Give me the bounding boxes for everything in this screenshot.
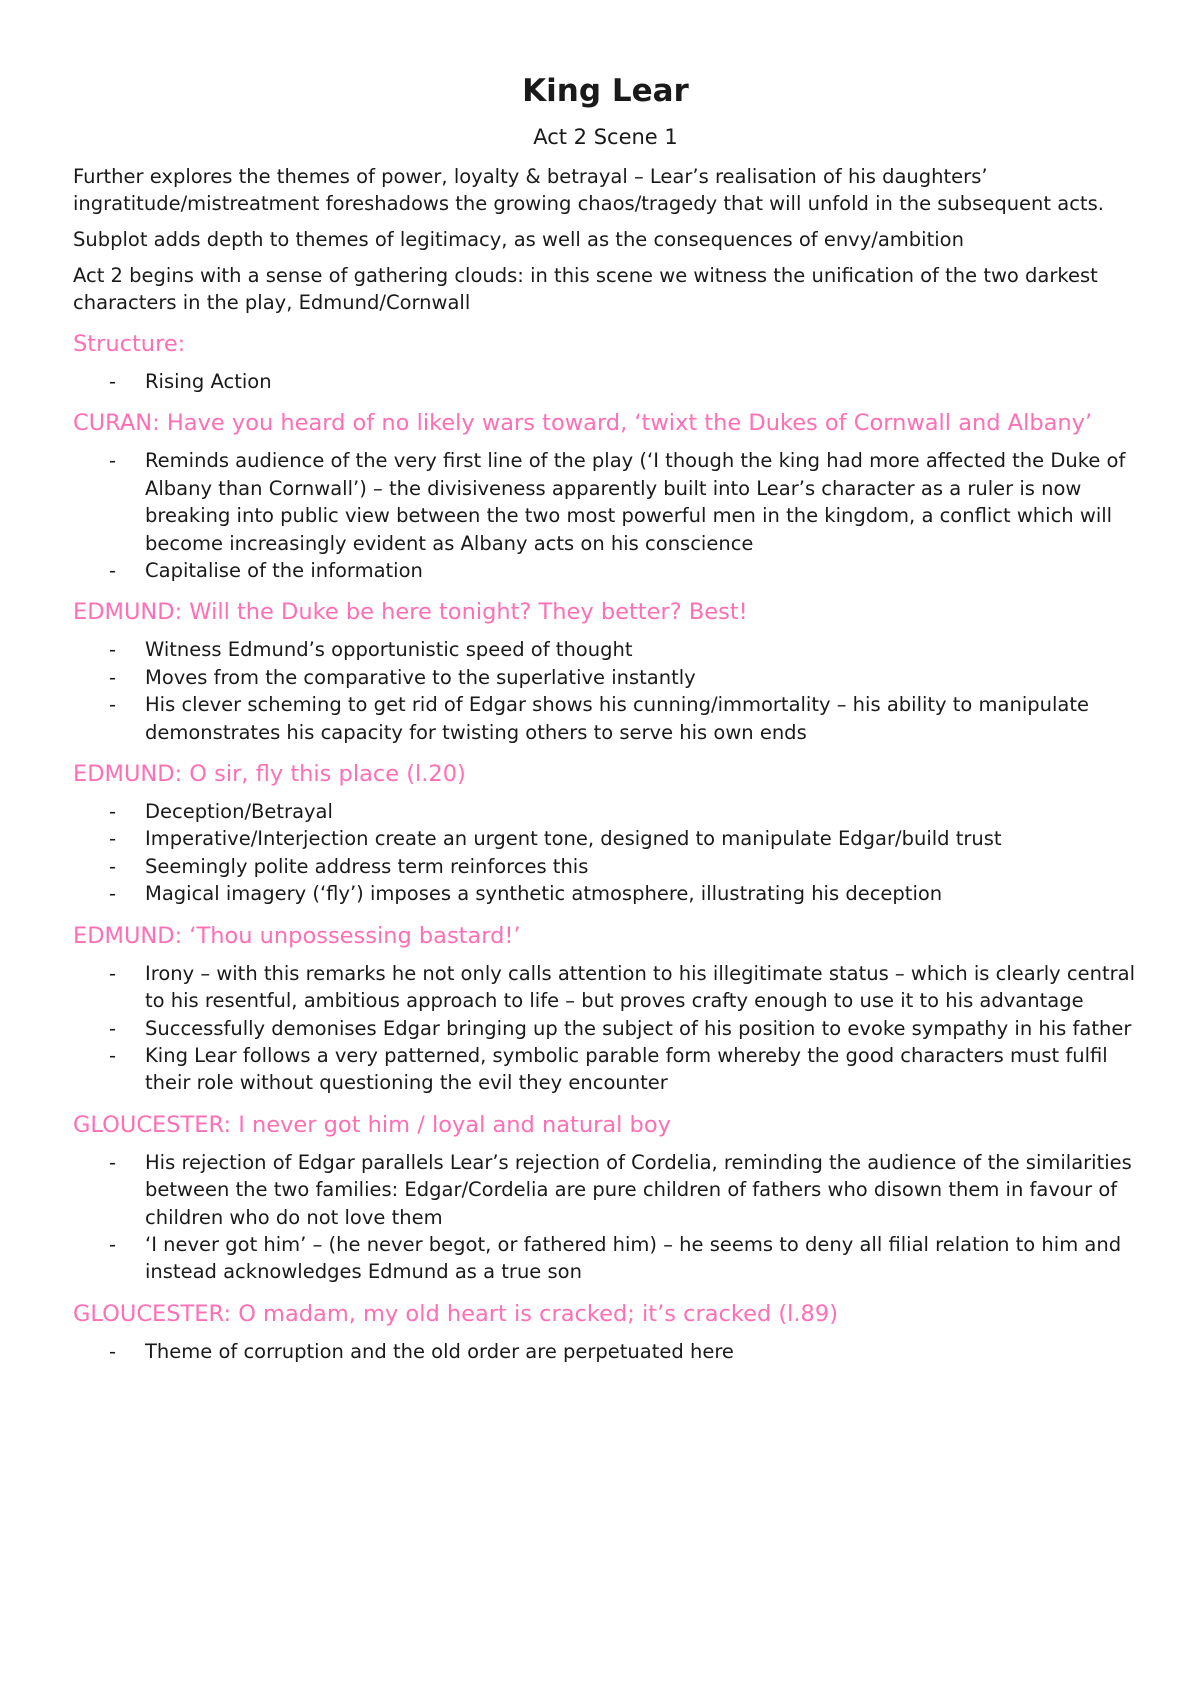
bullet-dash: - <box>109 693 117 717</box>
list-item: - Magical imagery (‘fly’) imposes a synthetic atmosphere, illustrating his deception <box>73 880 1138 907</box>
list-item: - Rising Action <box>73 368 1138 395</box>
bullet-dash: - <box>109 1043 117 1067</box>
list-item: - Deception/Betrayal <box>73 798 1138 825</box>
list-item: - Successfully demonises Edgar bringing up the subject of his position to evoke sympathy in his father <box>73 1015 1138 1042</box>
bullet-dash: - <box>109 1232 117 1256</box>
list-item: - King Lear follows a very patterned, symbolic parable form whereby the good characters must fulfil their role without questioning the evil they encounter <box>109 1043 1108 1095</box>
list-item: - Reminds audience of the very first line of the play (‘I though the king had more affected the Duke of Albany than Cornwall’) – the divisiveness apparently built into Lear’s character as a ruler is now breaking into public view between the two most powerful men in the kingdom, a conflict which will become increasingly evident as Albany acts on his conscience <box>109 449 1126 555</box>
list-item: - Capitalise of the information <box>73 557 1138 584</box>
bullet-list-gloucester-madam <box>73 1338 1138 1365</box>
list-item: - Seemingly polite address term reinforces this <box>73 853 1138 880</box>
bullet-dash: - <box>109 854 117 878</box>
list-item: - Imperative/Interjection create an urgent tone, designed to manipulate Edgar/build trust <box>73 825 1138 852</box>
section-heading-structure: Structure: <box>73 331 186 357</box>
section-heading-edmund-duke: EDMUND: Will the Duke be here tonight? They better? Best! <box>73 599 748 626</box>
bullet-list-edmund-bastard <box>73 960 1138 1097</box>
bullet-list-edmund-fly <box>73 798 1138 908</box>
section-heading-gloucester-got: GLOUCESTER: I never got him / loyal and natural boy <box>73 1111 671 1138</box>
list-item: - ‘I never got him’ – (he never begot, or fathered him) – he seems to deny all filial relation to him and instead acknowledges Edmund as a true son <box>109 1232 1122 1284</box>
bullet-dash: - <box>109 449 117 473</box>
intro-paragraph-1: Further explores the themes of power, loyalty & betrayal – Lear’s realisation of his daughters’ ingratitude/mistreatment foreshadows the growing chaos/tragedy that will unfold in the subsequent acts. <box>73 165 1104 215</box>
bullet-dash: - <box>109 559 117 583</box>
section-heading-gloucester-madam: GLOUCESTER: O madam, my old heart is cracked; it’s cracked (l.89) <box>73 1300 838 1327</box>
section-heading-curan: CURAN: Have you heard of no likely wars toward, ‘twixt the Dukes of Cornwall and Albany’ <box>73 410 1093 437</box>
section-heading-edmund-bastard: EDMUND: ‘Thou unpossessing bastard!’ <box>73 922 521 949</box>
bullet-dash: - <box>109 638 117 662</box>
intro-paragraph-2: Subplot adds depth to themes of legitimacy, as well as the consequences of envy/ambition <box>73 228 964 251</box>
bullet-dash: - <box>109 1339 117 1363</box>
list-item: - Witness Edmund’s opportunistic speed of thought <box>73 636 1138 663</box>
document-title: King Lear <box>522 73 689 109</box>
list-item: - His rejection of Edgar parallels Lear’s rejection of Cordelia, reminding the audience of the similarities between the two families: Edgar/Cordelia are pure children of fathers who disown them in favour of children who do not love them <box>109 1150 1132 1229</box>
intro-paragraph-3: Act 2 begins with a sense of gathering clouds: in this scene we witness the unification of the two darkest characters in the play, Edmund/Cornwall <box>73 264 1098 314</box>
bullet-dash: - <box>109 800 117 824</box>
bullet-dash: - <box>109 1150 117 1174</box>
bullet-dash: - <box>109 961 117 985</box>
bullet-list-edmund-duke <box>73 636 1138 746</box>
bullet-dash: - <box>109 827 117 851</box>
bullet-list-gloucester-got <box>73 1149 1138 1286</box>
bullet-list-structure <box>73 368 1138 395</box>
document-page <box>73 70 1138 1365</box>
bullet-list-curan <box>73 447 1138 584</box>
document-subtitle: Act 2 Scene 1 <box>533 125 678 149</box>
list-item: - His clever scheming to get rid of Edgar shows his cunning/immortality – his ability to manipulate demonstrates his capacity for twisting others to serve his own ends <box>109 693 1090 744</box>
bullet-dash: - <box>109 665 117 689</box>
list-item: - Theme of corruption and the old order are perpetuated here <box>73 1338 1138 1365</box>
section-heading-edmund-fly: EDMUND: O sir, fly this place (l.20) <box>73 761 466 788</box>
bullet-dash: - <box>109 882 117 906</box>
bullet-dash: - <box>109 370 117 393</box>
list-item: - Irony – with this remarks he not only calls attention to his illegitimate status – which is clearly central to his resentful, ambitious approach to life – but proves crafty enough to use it to his advantage <box>109 961 1136 1013</box>
bullet-dash: - <box>109 1016 117 1040</box>
list-item: - Moves from the comparative to the superlative instantly <box>73 664 1138 691</box>
